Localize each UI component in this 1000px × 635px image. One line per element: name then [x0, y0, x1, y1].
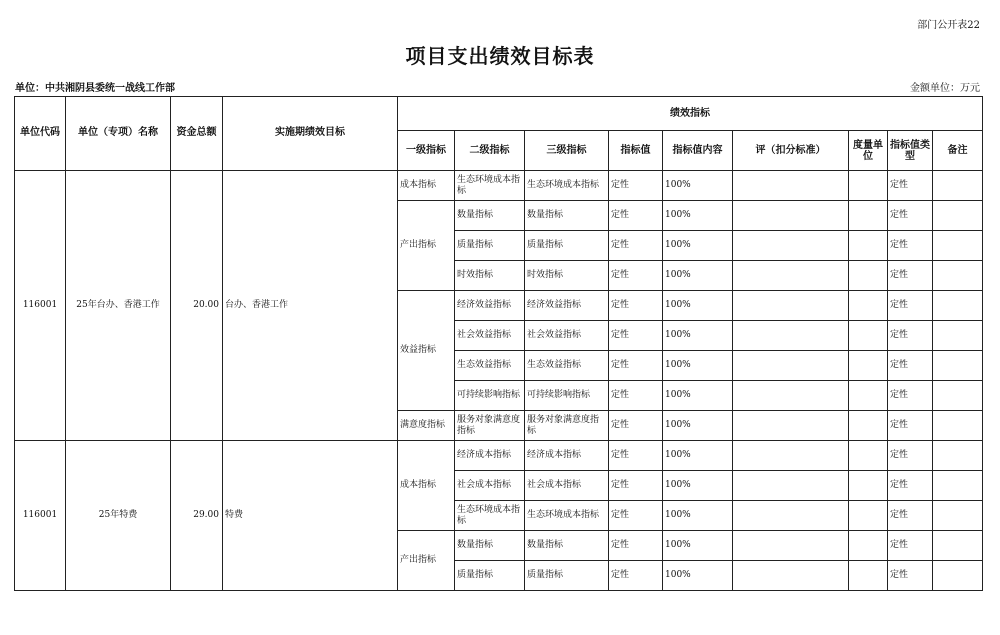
- project-name-cell: 25年台办、香港工作: [66, 171, 171, 441]
- col-header-performance: 绩效指标: [398, 97, 983, 131]
- level1-indicator-cell: 效益指标: [398, 291, 455, 411]
- level2-indicator-cell: 社会成本指标: [455, 471, 525, 501]
- score-standard-cell: [733, 381, 849, 411]
- measure-unit-cell: [849, 531, 888, 561]
- note-cell: [933, 531, 983, 561]
- measure-unit-cell: [849, 501, 888, 531]
- indicator-value-cell: 定性: [609, 531, 663, 561]
- col-header-score: 评（扣分标准）: [733, 131, 849, 171]
- value-type-cell: 定性: [888, 291, 933, 321]
- value-type-cell: 定性: [888, 261, 933, 291]
- measure-unit-cell: [849, 291, 888, 321]
- level3-indicator-cell: 生态效益指标: [525, 351, 609, 381]
- measure-unit-cell: [849, 471, 888, 501]
- indicator-value-cell: 定性: [609, 471, 663, 501]
- score-standard-cell: [733, 501, 849, 531]
- indicator-content-cell: 100%: [663, 351, 733, 381]
- note-cell: [933, 501, 983, 531]
- level3-indicator-cell: 生态环境成本指标: [525, 501, 609, 531]
- measure-unit-cell: [849, 441, 888, 471]
- note-cell: [933, 441, 983, 471]
- level2-indicator-cell: 数量指标: [455, 201, 525, 231]
- note-cell: [933, 171, 983, 201]
- level3-indicator-cell: 生态环境成本指标: [525, 171, 609, 201]
- score-standard-cell: [733, 261, 849, 291]
- level2-indicator-cell: 服务对象满意度指标: [455, 411, 525, 441]
- funds-total-cell: 29.00: [171, 441, 223, 591]
- level3-indicator-cell: 可持续影响指标: [525, 381, 609, 411]
- level2-indicator-cell: 数量指标: [455, 531, 525, 561]
- indicator-content-cell: 100%: [663, 441, 733, 471]
- measure-unit-cell: [849, 411, 888, 441]
- level3-indicator-cell: 数量指标: [525, 201, 609, 231]
- indicator-content-cell: 100%: [663, 231, 733, 261]
- level2-indicator-cell: 质量指标: [455, 231, 525, 261]
- project-name-cell: 25年特费: [66, 441, 171, 591]
- table-row: [15, 441, 983, 471]
- note-cell: [933, 351, 983, 381]
- col-header-code: 单位代码: [15, 97, 66, 171]
- indicator-value-cell: 定性: [609, 501, 663, 531]
- value-type-cell: 定性: [888, 171, 933, 201]
- indicator-content-cell: 100%: [663, 501, 733, 531]
- score-standard-cell: [733, 291, 849, 321]
- level2-indicator-cell: 质量指标: [455, 561, 525, 591]
- indicator-content-cell: 100%: [663, 471, 733, 501]
- level2-indicator-cell: 生态环境成本指标: [455, 501, 525, 531]
- note-cell: [933, 261, 983, 291]
- col-header-goal: 实施期绩效目标: [223, 97, 398, 171]
- indicator-content-cell: 100%: [663, 201, 733, 231]
- level1-indicator-cell: 满意度指标: [398, 411, 455, 441]
- indicator-content-cell: 100%: [663, 381, 733, 411]
- level2-indicator-cell: 经济效益指标: [455, 291, 525, 321]
- measure-unit-cell: [849, 231, 888, 261]
- indicator-content-cell: 100%: [663, 261, 733, 291]
- level1-indicator-cell: 成本指标: [398, 441, 455, 531]
- score-standard-cell: [733, 441, 849, 471]
- performance-goal-cell: 台办、香港工作: [223, 171, 398, 441]
- indicator-value-cell: 定性: [609, 201, 663, 231]
- indicator-value-cell: 定性: [609, 381, 663, 411]
- note-cell: [933, 291, 983, 321]
- level3-indicator-cell: 时效指标: [525, 261, 609, 291]
- col-header-content: 指标值内容: [663, 131, 733, 171]
- note-cell: [933, 231, 983, 261]
- level3-indicator-cell: 质量指标: [525, 231, 609, 261]
- measure-unit-cell: [849, 351, 888, 381]
- indicator-value-cell: 定性: [609, 261, 663, 291]
- level2-indicator-cell: 社会效益指标: [455, 321, 525, 351]
- score-standard-cell: [733, 201, 849, 231]
- value-type-cell: 定性: [888, 231, 933, 261]
- note-cell: [933, 411, 983, 441]
- indicator-content-cell: 100%: [663, 171, 733, 201]
- performance-table: [14, 96, 983, 591]
- indicator-content-cell: 100%: [663, 291, 733, 321]
- value-type-cell: 定性: [888, 321, 933, 351]
- indicator-content-cell: 100%: [663, 411, 733, 441]
- measure-unit-cell: [849, 561, 888, 591]
- measure-unit-cell: [849, 321, 888, 351]
- indicator-content-cell: 100%: [663, 321, 733, 351]
- note-cell: [933, 381, 983, 411]
- level3-indicator-cell: 质量指标: [525, 561, 609, 591]
- funds-total-cell: 20.00: [171, 171, 223, 441]
- col-header-measure: 度量单位: [849, 131, 888, 171]
- value-type-cell: 定性: [888, 501, 933, 531]
- value-type-cell: 定性: [888, 351, 933, 381]
- indicator-value-cell: 定性: [609, 561, 663, 591]
- level1-indicator-cell: 成本指标: [398, 171, 455, 201]
- col-header-name: 单位（专项）名称: [66, 97, 171, 171]
- measure-unit-cell: [849, 171, 888, 201]
- indicator-value-cell: 定性: [609, 231, 663, 261]
- score-standard-cell: [733, 471, 849, 501]
- score-standard-cell: [733, 321, 849, 351]
- col-header-value-type: 指标值类型: [888, 131, 933, 171]
- indicator-value-cell: 定性: [609, 291, 663, 321]
- value-type-cell: 定性: [888, 531, 933, 561]
- indicator-value-cell: 定性: [609, 441, 663, 471]
- level3-indicator-cell: 经济效益指标: [525, 291, 609, 321]
- unit-label: 单位：中共湘阴县委统一战线工作部: [15, 83, 175, 94]
- measure-unit-cell: [849, 201, 888, 231]
- form-number: 部门公开表22: [917, 20, 980, 31]
- indicator-value-cell: 定性: [609, 351, 663, 381]
- indicator-value-cell: 定性: [609, 171, 663, 201]
- col-header-level2: 二级指标: [455, 131, 525, 171]
- value-type-cell: 定性: [888, 561, 933, 591]
- measure-unit-cell: [849, 261, 888, 291]
- table-row: [15, 171, 983, 201]
- value-type-cell: 定性: [888, 201, 933, 231]
- value-type-cell: 定性: [888, 471, 933, 501]
- level2-indicator-cell: 可持续影响指标: [455, 381, 525, 411]
- col-header-level1: 一级指标: [398, 131, 455, 171]
- value-type-cell: 定性: [888, 441, 933, 471]
- level1-indicator-cell: 产出指标: [398, 201, 455, 291]
- value-type-cell: 定性: [888, 381, 933, 411]
- note-cell: [933, 201, 983, 231]
- level3-indicator-cell: 服务对象满意度指标: [525, 411, 609, 441]
- score-standard-cell: [733, 231, 849, 261]
- performance-goal-cell: 特费: [223, 441, 398, 591]
- score-standard-cell: [733, 531, 849, 561]
- unit-code-cell: 116001: [15, 171, 66, 441]
- measure-unit-cell: [849, 381, 888, 411]
- indicator-content-cell: 100%: [663, 561, 733, 591]
- level2-indicator-cell: 生态效益指标: [455, 351, 525, 381]
- indicator-value-cell: 定性: [609, 321, 663, 351]
- level3-indicator-cell: 数量指标: [525, 531, 609, 561]
- score-standard-cell: [733, 171, 849, 201]
- score-standard-cell: [733, 411, 849, 441]
- level3-indicator-cell: 社会效益指标: [525, 321, 609, 351]
- level3-indicator-cell: 社会成本指标: [525, 471, 609, 501]
- note-cell: [933, 321, 983, 351]
- value-type-cell: 定性: [888, 411, 933, 441]
- amount-unit-label: 金额单位：万元: [910, 83, 980, 94]
- level2-indicator-cell: 生态环境成本指标: [455, 171, 525, 201]
- level1-indicator-cell: 产出指标: [398, 531, 455, 591]
- note-cell: [933, 561, 983, 591]
- col-header-level3: 三级指标: [525, 131, 609, 171]
- level2-indicator-cell: 经济成本指标: [455, 441, 525, 471]
- col-header-value: 指标值: [609, 131, 663, 171]
- col-header-note: 备注: [933, 131, 983, 171]
- col-header-funds: 资金总额: [171, 97, 223, 171]
- page-title: 项目支出绩效目标表: [405, 44, 595, 68]
- level2-indicator-cell: 时效指标: [455, 261, 525, 291]
- indicator-content-cell: 100%: [663, 531, 733, 561]
- score-standard-cell: [733, 561, 849, 591]
- score-standard-cell: [733, 351, 849, 381]
- level3-indicator-cell: 经济成本指标: [525, 441, 609, 471]
- unit-code-cell: 116001: [15, 441, 66, 591]
- note-cell: [933, 471, 983, 501]
- indicator-value-cell: 定性: [609, 411, 663, 441]
